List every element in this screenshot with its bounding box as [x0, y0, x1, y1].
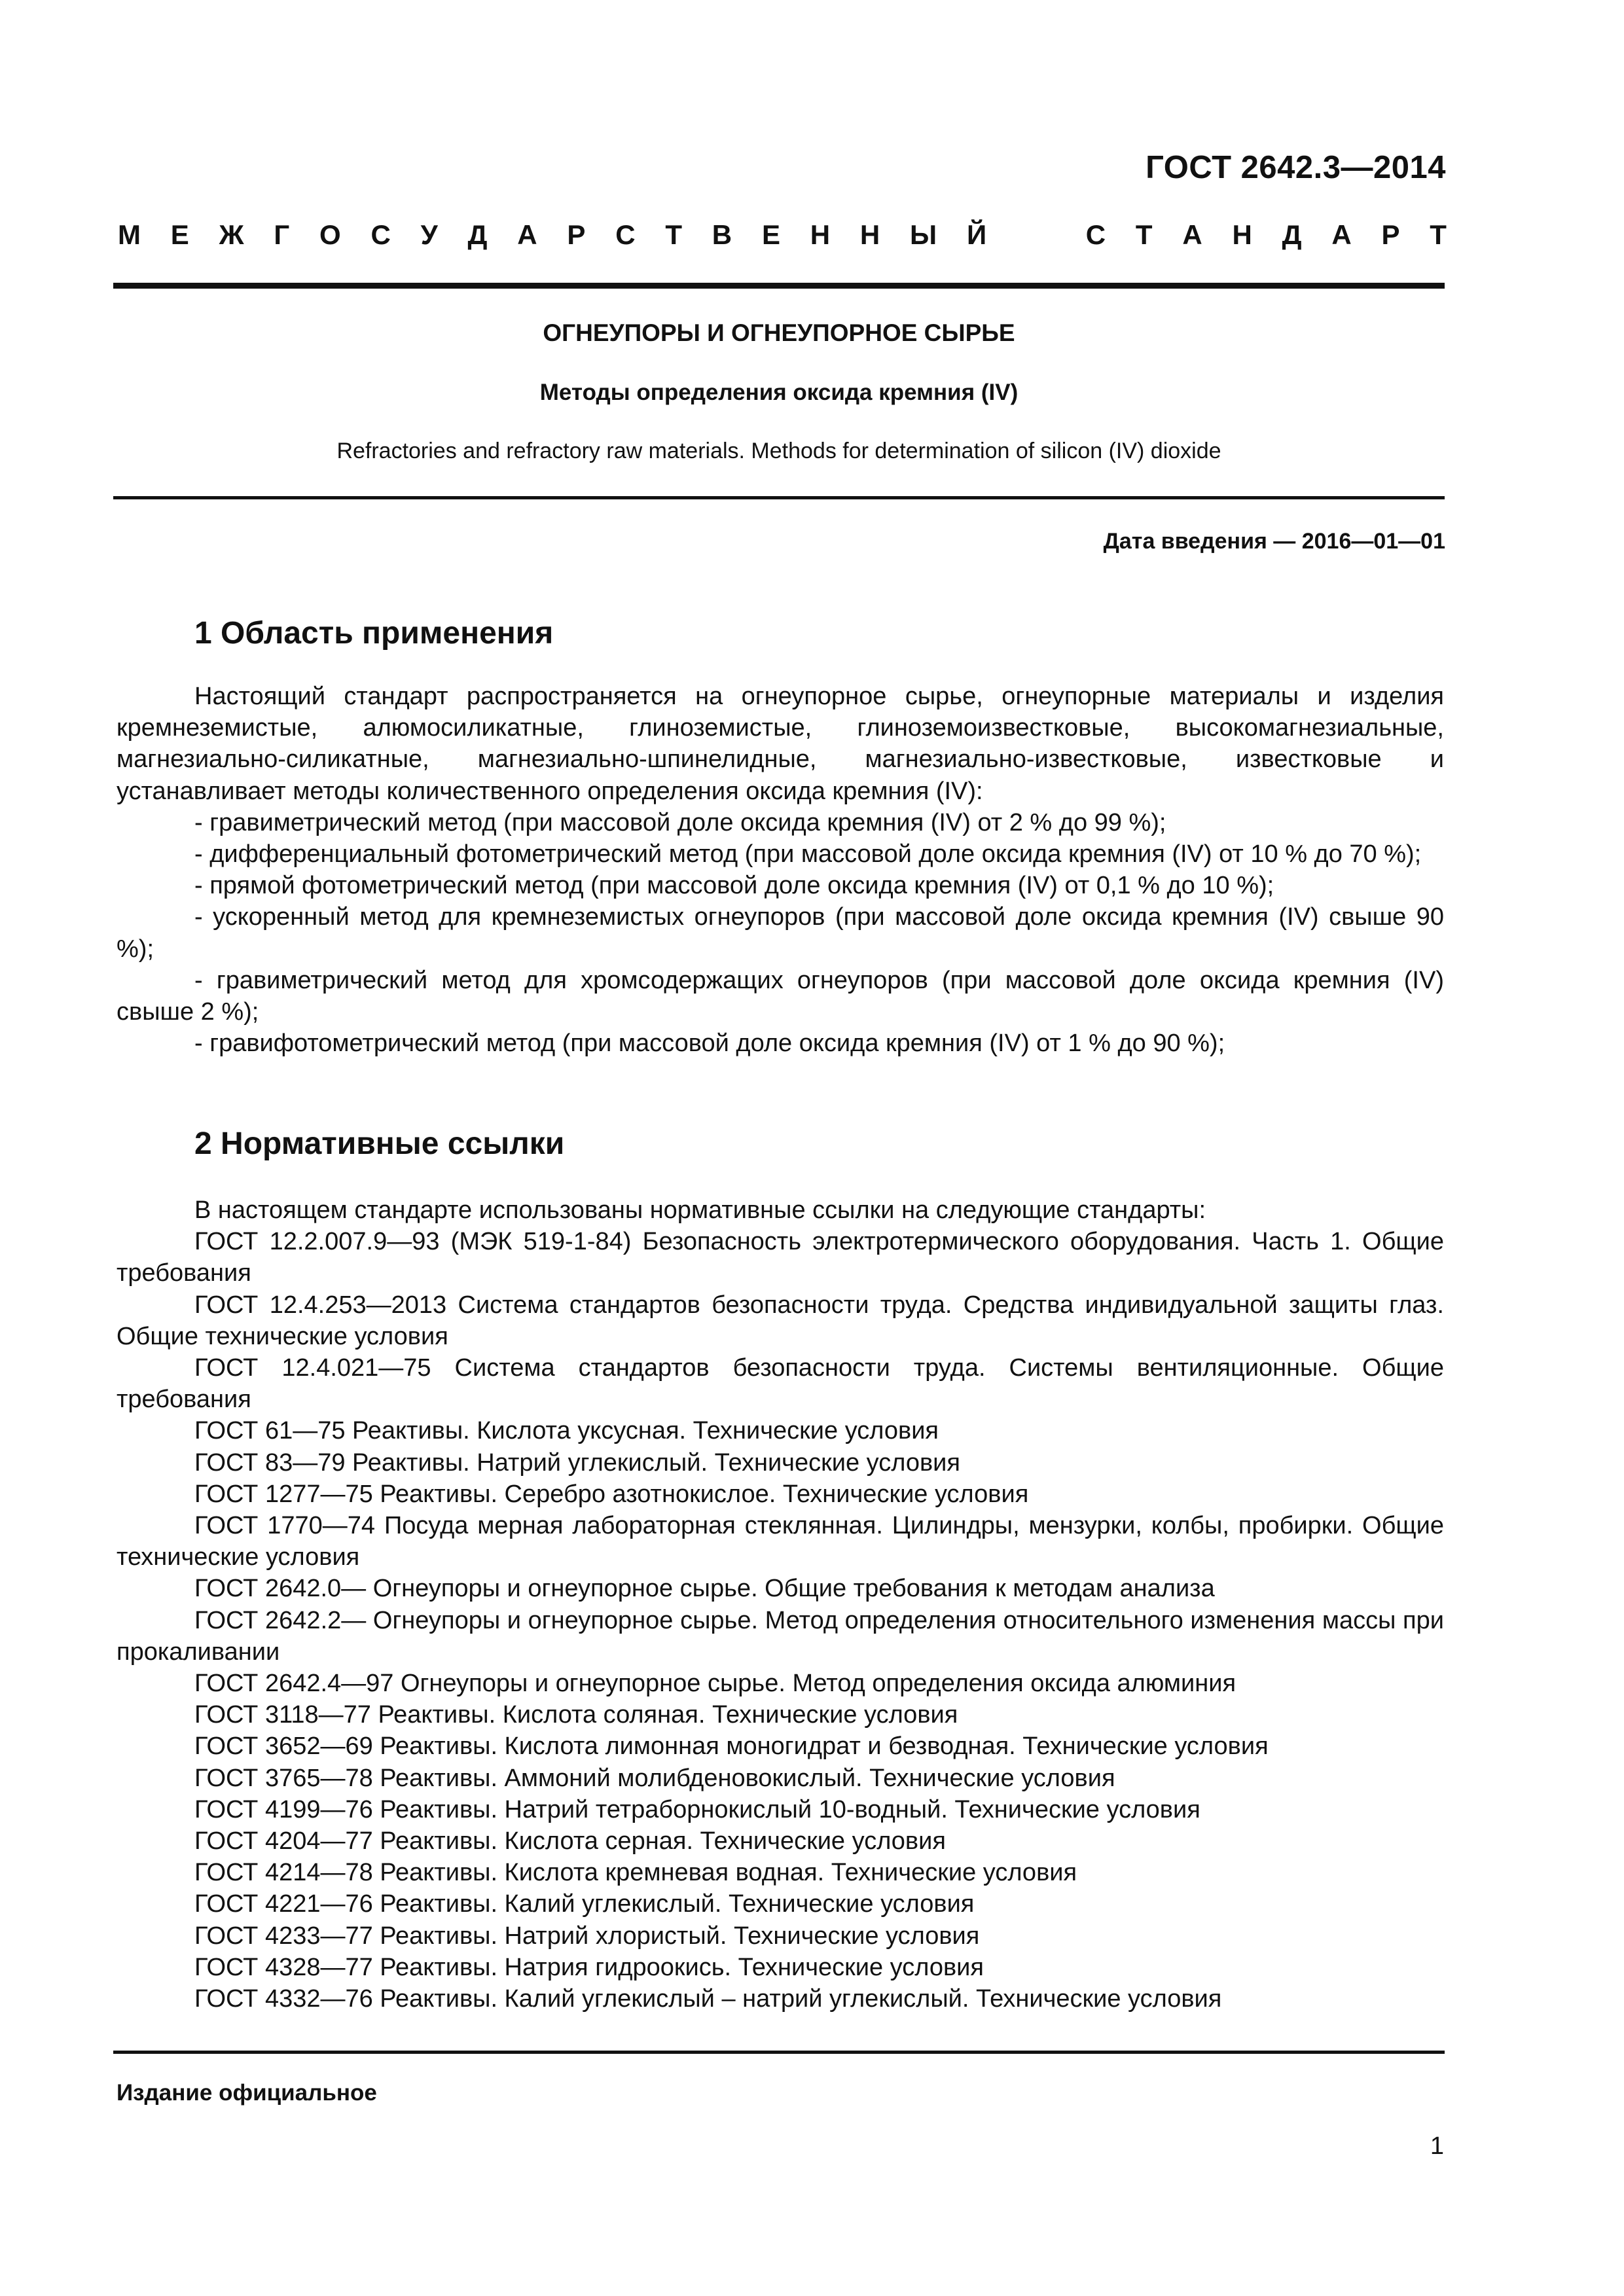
normative-reference: ГОСТ 12.4.021—75 Система стандартов безопасности труда. Системы вентиляционные. Общие требования — [117, 1354, 1444, 1414]
banner-letter: Ы — [910, 219, 937, 250]
section-1-body — [117, 681, 1444, 1059]
banner-letter: Н — [859, 219, 880, 250]
banner-letter: С — [615, 219, 636, 250]
method-item: - гравиметрический метод (при массовой доле оксида кремния (IV) от 2 % до 99 %); — [194, 808, 1166, 836]
banner-letter: У — [420, 219, 438, 250]
banner-letter: В — [712, 219, 732, 250]
banner-letter: Т — [665, 219, 682, 250]
banner-letter: Е — [761, 219, 780, 250]
section-2-body — [117, 1194, 1444, 2015]
gost-number: ГОСТ 2642.3—2014 — [1146, 150, 1446, 185]
normative-reference: ГОСТ 4199—76 Реактивы. Натрий тетраборнокислый 10-водный. Технические условия — [194, 1795, 1200, 1823]
method-item: - гравиметрический метод для хромсодержащих огнеупоров (при массовой доле оксида кремния (IV) свыше 2 %); — [117, 966, 1444, 1026]
banner-word-gap — [1017, 219, 1056, 251]
document-title-english: Refractories and refractory raw materials. Methods for determination of silicon (IV) dioxide — [336, 439, 1221, 463]
banner-letter: А — [1331, 219, 1352, 250]
document-subtitle: Методы определения оксида кремния (IV) — [539, 380, 1019, 405]
normative-reference: ГОСТ 4221—76 Реактивы. Калий углекислый. Технические условия — [194, 1890, 975, 1918]
title-rule — [113, 496, 1445, 499]
banner-letter: А — [517, 219, 537, 250]
banner-letter: А — [1182, 219, 1202, 250]
banner-letter: Г — [274, 219, 290, 250]
normative-reference: ГОСТ 83—79 Реактивы. Натрий углекислый. Технические условия — [194, 1448, 960, 1477]
normative-reference: ГОСТ 4214—78 Реактивы. Кислота кремневая водная. Технические условия — [194, 1859, 1077, 1887]
banner-letter: М — [118, 219, 141, 250]
normative-reference: ГОСТ 61—75 Реактивы. Кислота уксусная. Технические условия — [194, 1417, 939, 1445]
normative-reference: ГОСТ 2642.2— Огнеупоры и огнеупорное сырье. Метод определения относительного изменения массы при прокаливании — [117, 1606, 1444, 1666]
document-title: ОГНЕУПОРЫ И ОГНЕУПОРНОЕ СЫРЬЕ — [543, 319, 1015, 346]
banner-letter: Р — [1381, 219, 1400, 250]
method-item: - гравифотометрический метод (при массовой доле оксида кремния (IV) от 1 % до 90 %); — [194, 1030, 1225, 1058]
section-2-heading: 2 Нормативные ссылки — [194, 1126, 565, 1161]
banner-letter: Т — [1135, 219, 1153, 250]
normative-reference: ГОСТ 2642.4—97 Огнеупоры и огнеупорное сырье. Метод определения оксида алюминия — [194, 1670, 1236, 1698]
banner-letter: Е — [170, 219, 189, 250]
method-item: - ускоренный метод для кремнеземистых огнеупоров (при массовой доле оксида кремния (IV) свыше 90 %); — [117, 903, 1444, 963]
introduction-date: Дата введения — 2016—01—01 — [1103, 529, 1445, 554]
banner-letter: С — [1085, 219, 1106, 250]
normative-reference: ГОСТ 4204—77 Реактивы. Кислота серная. Технические условия — [194, 1827, 946, 1856]
footer-rule — [113, 2051, 1445, 2054]
official-edition-label: Издание официальное — [117, 2080, 377, 2106]
banner-letter: Н — [810, 219, 831, 250]
section-1-intro: Настоящий стандарт распространяется на огнеупорное сырье, огнеупорные материалы и изделия кремнеземистые, алюмосиликатные, глиноземистые, глиноземоизвестковые, высокомагнезиальные, магнезиально-силикатные, магнезиально-шпинелидные, магнезиально-известковые, известковые и устанавливает методы количественного определения оксида кремния (IV): — [117, 683, 1444, 805]
banner-letter: С — [370, 219, 391, 250]
header-rule — [113, 283, 1445, 289]
normative-reference: ГОСТ 2642.0— Огнеупоры и огнеупорное сырье. Общие требования к методам анализа — [194, 1575, 1215, 1603]
normative-reference: ГОСТ 12.2.007.9—93 (МЭК 519-1-84) Безопасность электротермического оборудования. Часть 1. Общие требования — [117, 1228, 1444, 1287]
normative-reference: ГОСТ 4328—77 Реактивы. Натрия гидроокись. Технические условия — [194, 1953, 984, 1981]
banner-letter: Ж — [219, 219, 244, 250]
method-item: - дифференциальный фотометрический метод (при массовой доле оксида кремния (IV) от 10 % до 70 %); — [194, 840, 1422, 869]
interstate-standard-banner — [118, 219, 1447, 251]
normative-reference: ГОСТ 1277—75 Реактивы. Серебро азотнокислое. Технические условия — [194, 1480, 1029, 1508]
method-item: - прямой фотометрический метод (при массовой доле оксида кремния (IV) от 0,1 % до 10 %); — [194, 872, 1274, 900]
page-number: 1 — [1430, 2132, 1444, 2160]
normative-reference: ГОСТ 3765—78 Реактивы. Аммоний молибденовокислый. Технические условия — [194, 1764, 1115, 1792]
banner-letter: Н — [1232, 219, 1252, 250]
normative-reference: ГОСТ 1770—74 Посуда мерная лабораторная стеклянная. Цилиндры, мензурки, колбы, пробирки. Общие технические условия — [117, 1512, 1444, 1571]
banner-letter: Й — [966, 219, 987, 250]
normative-reference: ГОСТ 3118—77 Реактивы. Кислота соляная. Технические условия — [194, 1701, 958, 1729]
banner-letter: Д — [467, 219, 488, 250]
normative-reference: ГОСТ 12.4.253—2013 Система стандартов безопасности труда. Средства индивидуальной защиты глаз. Общие технические условия — [117, 1291, 1444, 1350]
normative-reference: ГОСТ 3652—69 Реактивы. Кислота лимонная моногидрат и безводная. Технические условия — [194, 1732, 1269, 1761]
banner-letter: Д — [1282, 219, 1302, 250]
normative-reference: ГОСТ 4233—77 Реактивы. Натрий хлористый. Технические условия — [194, 1922, 980, 1950]
normative-reference: ГОСТ 4332—76 Реактивы. Калий углекислый – натрий углекислый. Технические условия — [194, 1985, 1222, 2013]
banner-letter: О — [319, 219, 341, 250]
banner-letter: Т — [1430, 219, 1447, 250]
section-2-intro: В настоящем стандарте использованы нормативные ссылки на следующие стандарты: — [194, 1196, 1206, 1224]
banner-letter: Р — [567, 219, 586, 250]
section-1-heading: 1 Область применения — [194, 616, 554, 651]
